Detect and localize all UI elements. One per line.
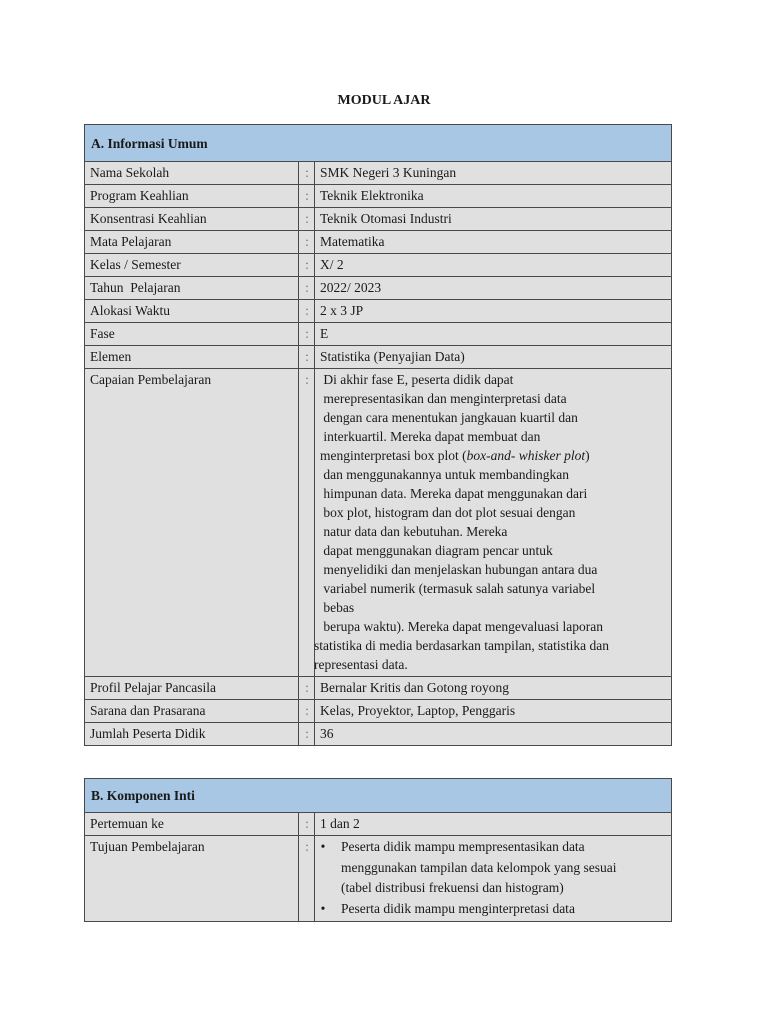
tujuan-list-cell	[315, 836, 672, 922]
table-row	[85, 231, 672, 254]
text-line: statistika di media berdasarkan tampilan, statistika dan	[314, 638, 610, 653]
italic-term: box-and- whisker plot	[466, 448, 586, 463]
text-line: dapat menggunakan diagram pencar untuk	[320, 543, 553, 558]
text-line: natur data dan kebutuhan. Mereka	[320, 524, 508, 539]
row-value: Teknik Otomasi Industri	[315, 208, 672, 231]
text-line: (tabel distribusi frekuensi dan histogram)	[341, 880, 564, 895]
section-a-heading: A. Informasi Umum	[85, 125, 672, 162]
section-b-heading: B. Komponen Inti	[85, 779, 672, 813]
table-row	[85, 723, 672, 746]
row-value: Kelas, Proyektor, Laptop, Penggaris	[315, 700, 672, 723]
text-line: box plot, histogram dan dot plot sesuai dengan	[320, 505, 576, 520]
text-line: himpunan data. Mereka dapat menggunakan dari	[320, 486, 588, 501]
document-title: MODUL AJAR	[337, 93, 431, 108]
row-separator: :	[299, 254, 315, 277]
row-label: Tahun Pelajaran	[85, 277, 299, 300]
row-label: Capaian Pembelajaran	[85, 369, 299, 677]
text-fragment: menginterpretasi box plot (	[320, 448, 467, 463]
table-row	[85, 323, 672, 346]
row-value: Statistika (Penyajian Data)	[315, 346, 672, 369]
row-value: Bernalar Kritis dan Gotong royong	[315, 677, 672, 700]
informasi-umum-table	[84, 124, 672, 746]
capaian-pembelajaran-text	[315, 369, 672, 677]
bullet-icon: •	[320, 839, 326, 854]
text-line: merepresentasikan dan menginterpretasi data	[320, 391, 567, 406]
text-line: dengan cara menentukan jangkauan kuartil dan	[320, 410, 578, 425]
text-line: bebas	[320, 600, 355, 615]
table-row	[85, 162, 672, 185]
row-label: Tujuan Pembelajaran	[85, 836, 299, 922]
text-line: representasi data.	[314, 657, 408, 672]
table-row	[85, 208, 672, 231]
list-item	[317, 899, 667, 920]
bullet-icon: •	[320, 900, 326, 916]
list-item	[317, 837, 667, 899]
table-row	[85, 277, 672, 300]
text-line: Peserta didik mampu mempresentasikan data	[341, 839, 585, 854]
table-row-tujuan	[85, 836, 672, 922]
text-line	[320, 446, 667, 465]
row-label: Konsentrasi Keahlian	[85, 208, 299, 231]
table-row	[85, 254, 672, 277]
row-separator: :	[299, 277, 315, 300]
row-separator: :	[299, 162, 315, 185]
row-separator: :	[299, 723, 315, 746]
text-line: menggunakan tampilan data kelompok yang sesuai	[341, 859, 617, 875]
row-value: 2022/ 2023	[315, 277, 672, 300]
row-separator: :	[299, 346, 315, 369]
table-row	[85, 185, 672, 208]
table-row	[85, 700, 672, 723]
tujuan-list	[317, 837, 667, 919]
text-fragment: )	[585, 448, 590, 463]
row-value: Teknik Elektronika	[315, 185, 672, 208]
row-separator: :	[299, 323, 315, 346]
row-label: Jumlah Peserta Didik	[85, 723, 299, 746]
komponen-inti-table	[84, 778, 672, 922]
row-separator: :	[299, 208, 315, 231]
table-row	[85, 300, 672, 323]
row-value: Matematika	[315, 231, 672, 254]
table-row	[85, 677, 672, 700]
text-line: berupa waktu). Mereka dapat mengevaluasi laporan	[320, 619, 604, 634]
row-label: Kelas / Semester	[85, 254, 299, 277]
table-row	[85, 813, 672, 836]
row-value: X/ 2	[315, 254, 672, 277]
row-label: Alokasi Waktu	[85, 300, 299, 323]
text-line: variabel numerik (termasuk salah satunya variabel	[320, 581, 596, 596]
row-separator: :	[299, 231, 315, 254]
row-separator: :	[299, 813, 315, 836]
row-value: E	[315, 323, 672, 346]
row-separator: :	[299, 836, 315, 922]
row-label: Elemen	[85, 346, 299, 369]
row-value: 36	[315, 723, 672, 746]
row-label: Nama Sekolah	[85, 162, 299, 185]
row-value: 2 x 3 JP	[315, 300, 672, 323]
row-separator: :	[299, 700, 315, 723]
table-row	[85, 346, 672, 369]
row-label: Pertemuan ke	[85, 813, 299, 836]
row-separator: :	[299, 185, 315, 208]
text-line: menyelidiki dan menjelaskan hubungan antara dua	[320, 562, 598, 577]
row-label: Program Keahlian	[85, 185, 299, 208]
row-label: Fase	[85, 323, 299, 346]
row-separator: :	[299, 369, 315, 677]
row-value: SMK Negeri 3 Kuningan	[315, 162, 672, 185]
row-label: Sarana dan Prasarana	[85, 700, 299, 723]
text-line: interkuartil. Mereka dapat membuat dan	[320, 429, 541, 444]
text-line: Di akhir fase E, peserta didik dapat	[320, 372, 514, 387]
row-label: Profil Pelajar Pancasila	[85, 677, 299, 700]
text-line: Peserta didik mampu menginterpretasi data	[341, 900, 575, 916]
row-separator: :	[299, 677, 315, 700]
row-value: 1 dan 2	[315, 813, 672, 836]
row-separator: :	[299, 300, 315, 323]
row-label: Mata Pelajaran	[85, 231, 299, 254]
text-line: dan menggunakannya untuk membandingkan	[320, 467, 569, 482]
table-row-capaian	[85, 369, 672, 677]
